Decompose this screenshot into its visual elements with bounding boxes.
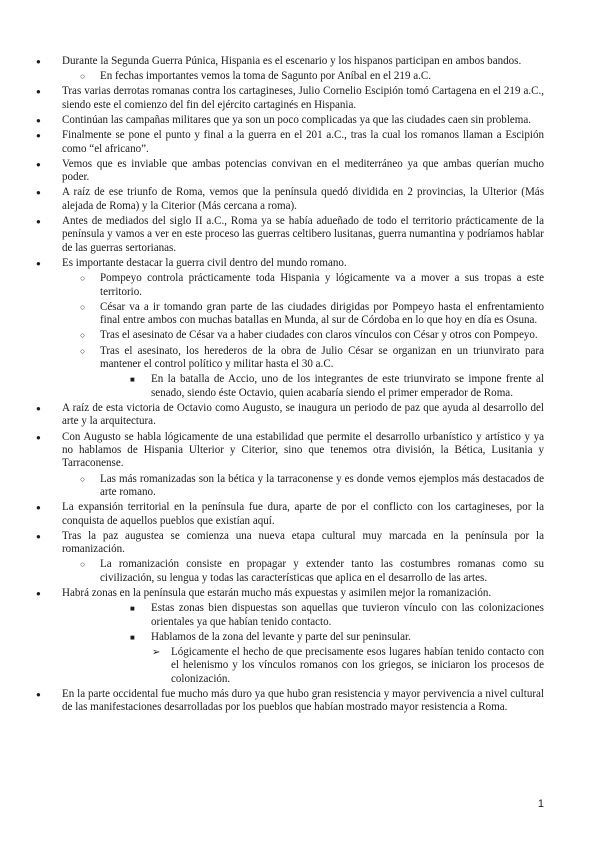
list-item-text: Pompeyo controla prácticamente toda Hispania y lógicamente va a mover a sus tropas a este territorio. xyxy=(100,272,544,298)
list-item-text: Con Augusto se habla lógicamente de una estabilidad que permite el desarrollo urbanístico y artístico y ya no hablamos de Hispania Ulterior y Citerior, sino que tenemos otra división, la Bética, Lusitania y Tarraconense. xyxy=(62,430,544,470)
list-item-level-1 xyxy=(36,215,544,255)
list-item-level-4 xyxy=(58,646,544,686)
page-number: 1 xyxy=(537,798,544,810)
list-item-text: Tras el asesinato, los herederos de la obra de Julio César se organizan en un triunvirato para mantener el control político y militar hasta el 30 a.C. xyxy=(100,344,544,371)
list-item-level-1 xyxy=(36,257,544,270)
list-item-level-3 xyxy=(58,373,544,400)
list-item-text: Tras el asesinato de César va a haber ciudades con claros vínculos con César y otros con Pompeyo. xyxy=(100,329,538,342)
list-item-text: Habrá zonas en la península que estarán mucho más expuestas y asimilen mejor la romanización. xyxy=(62,586,492,599)
list-item-level-1 xyxy=(36,501,544,528)
list-item-text: Tras varias derrotas romanas contra los cartagineses, Julio Cornelio Escipión tomó Cartagena en el 219 a.C., siendo este el comienzo del fin del ejército cartaginés en Hispania. xyxy=(62,85,544,111)
list-item-text: Vemos que es inviable que ambas potencias convivan en el mediterráneo ya que ambas querían mucho poder. xyxy=(62,157,544,184)
bullet-icon: ○ xyxy=(80,345,86,356)
bullet-icon: ● xyxy=(36,432,41,442)
list-item-text: Es importante destacar la guerra civil dentro del mundo romano. xyxy=(62,257,347,270)
bullet-icon: ■ xyxy=(130,632,135,642)
list-item-text: Finalmente se pone el punto y final a la guerra en el 201 a.C., tras la cual los romanos llaman a Escipión como “el africano”. xyxy=(62,129,544,155)
bullet-icon: ○ xyxy=(80,273,86,284)
bullet-icon: ○ xyxy=(80,330,86,341)
bullet-icon: ➢ xyxy=(152,646,161,658)
list-item-level-1 xyxy=(36,529,544,557)
bullet-icon: ● xyxy=(36,116,41,126)
list-item-level-2 xyxy=(58,70,544,83)
bullet-icon: ● xyxy=(36,159,41,169)
bullet-icon: ● xyxy=(36,531,41,541)
list-item-level-1 xyxy=(36,186,544,213)
list-item-level-3 xyxy=(58,602,544,629)
bullet-icon: ○ xyxy=(80,301,86,312)
list-item-level-3 xyxy=(58,631,544,644)
list-item-text: En la parte occidental fue mucho más duro ya que hubo gran resistencia y mayor pervivencia a nivel cultural de las manifestaciones desarrolladas por los pueblos que habían mostrado mayor resistencia a Roma. xyxy=(62,688,544,714)
list-item-level-2 xyxy=(58,558,544,585)
bullet-icon: ● xyxy=(36,87,41,97)
list-item-text: A raíz de esta victoria de Octavio como Augusto, se inaugura un periodo de paz que ayuda al desarrollo del arte y la arquitectura. xyxy=(62,401,544,428)
bullet-icon: ● xyxy=(36,131,41,141)
list-item-text: Hablamos de la zona del levante y parte del sur peninsular. xyxy=(151,630,411,643)
bullet-icon: ● xyxy=(36,403,41,413)
list-item-text: Lógicamente el hecho de que precisamente esos lugares habían tenido contacto con el helenismo y los vínculos romanos con los griegos, se iniciaron los procesos de colonización. xyxy=(171,645,544,685)
bullet-icon: ■ xyxy=(130,604,135,614)
notes-list xyxy=(36,55,544,715)
list-item-text: Antes de mediados del siglo II a.C., Roma ya se había adueñado de todo el territorio prácticamente de la península y vamos a ver en este proceso las guerras celtibero lusitanas, guerra numantina y podríamos hablar de las guerras sertorianas. xyxy=(62,215,544,254)
list-item-level-1 xyxy=(36,55,544,68)
list-item-level-1 xyxy=(36,430,544,471)
bullet-icon: ● xyxy=(36,217,41,227)
list-item-level-1 xyxy=(36,85,544,112)
list-item-text: Las más romanizadas son la bética y la tarraconense y es donde vemos ejemplos más destacados de arte romano. xyxy=(100,472,544,498)
list-item-level-2 xyxy=(58,301,544,328)
bullet-icon: ● xyxy=(36,188,41,198)
list-item-level-2 xyxy=(58,329,544,342)
list-item-text: A raíz de ese triunfo de Roma, vemos que la península quedó dividida en 2 provincias, la Ulterior (Más alejada de Roma) y la Citerior (Más cercana a roma). xyxy=(62,186,544,212)
list-item-level-1 xyxy=(36,114,544,127)
bullet-icon: ● xyxy=(36,588,41,598)
bullet-icon: ● xyxy=(36,259,41,269)
list-item-text: La expansión territorial en la península fue dura, aparte de por el conflicto con los cartagineses, por la conquista de aquellos pueblos que existían aquí. xyxy=(62,501,544,527)
bullet-icon: ● xyxy=(36,503,41,513)
list-item-level-2 xyxy=(58,345,544,372)
bullet-icon: ● xyxy=(36,57,41,66)
list-item-level-2 xyxy=(58,272,544,299)
list-item-level-1 xyxy=(36,129,544,156)
bullet-icon: ■ xyxy=(130,375,135,385)
bullet-icon: ○ xyxy=(80,559,86,570)
list-item-level-2 xyxy=(58,473,544,500)
list-item-text: En la batalla de Accio, uno de los integrantes de este triunvirato se impone frente al senado, siendo éste Octavio, quien acabaría siendo el primer emperador de Roma. xyxy=(151,373,544,399)
list-item-text: Continúan las campañas militares que ya son un poco complicadas ya que las ciudades caen sin problema. xyxy=(62,114,532,127)
list-item-level-1 xyxy=(36,157,544,185)
list-item-level-1 xyxy=(36,688,544,715)
list-item-text: Estas zonas bien dispuestas son aquellas que tuvieron vínculo con las colonizaciones orientales ya que habían tenido contacto. xyxy=(151,602,544,628)
bullet-icon: ○ xyxy=(80,473,86,484)
bullet-icon: ● xyxy=(36,690,41,699)
list-item-level-1 xyxy=(36,586,544,600)
list-item-text: En fechas importantes vemos la toma de Sagunto por Aníbal en el 219 a.C. xyxy=(100,70,432,83)
list-item-text: Durante la Segunda Guerra Púnica, Hispania es el escenario y los hispanos participan en ambos bandos. xyxy=(62,55,522,67)
list-item-text: La romanización consiste en propagar y extender tanto las costumbres romanas como su civilización, su lengua y todas las características que aplica en el desarrollo de las artes. xyxy=(100,558,544,584)
list-item-text: César va a ir tomando gran parte de las ciudades dirigidas por Pompeyo hasta el enfrentamiento final entre ambos con muchas batallas en Munda, al sur de Córdoba en lo que hoy en día es Osuna. xyxy=(100,300,544,327)
list-item-text: Tras la paz augustea se comienza una nueva etapa cultural muy marcada en la península por la romanización. xyxy=(62,529,544,556)
bullet-icon: ○ xyxy=(80,71,86,82)
list-item-level-1 xyxy=(36,401,544,429)
